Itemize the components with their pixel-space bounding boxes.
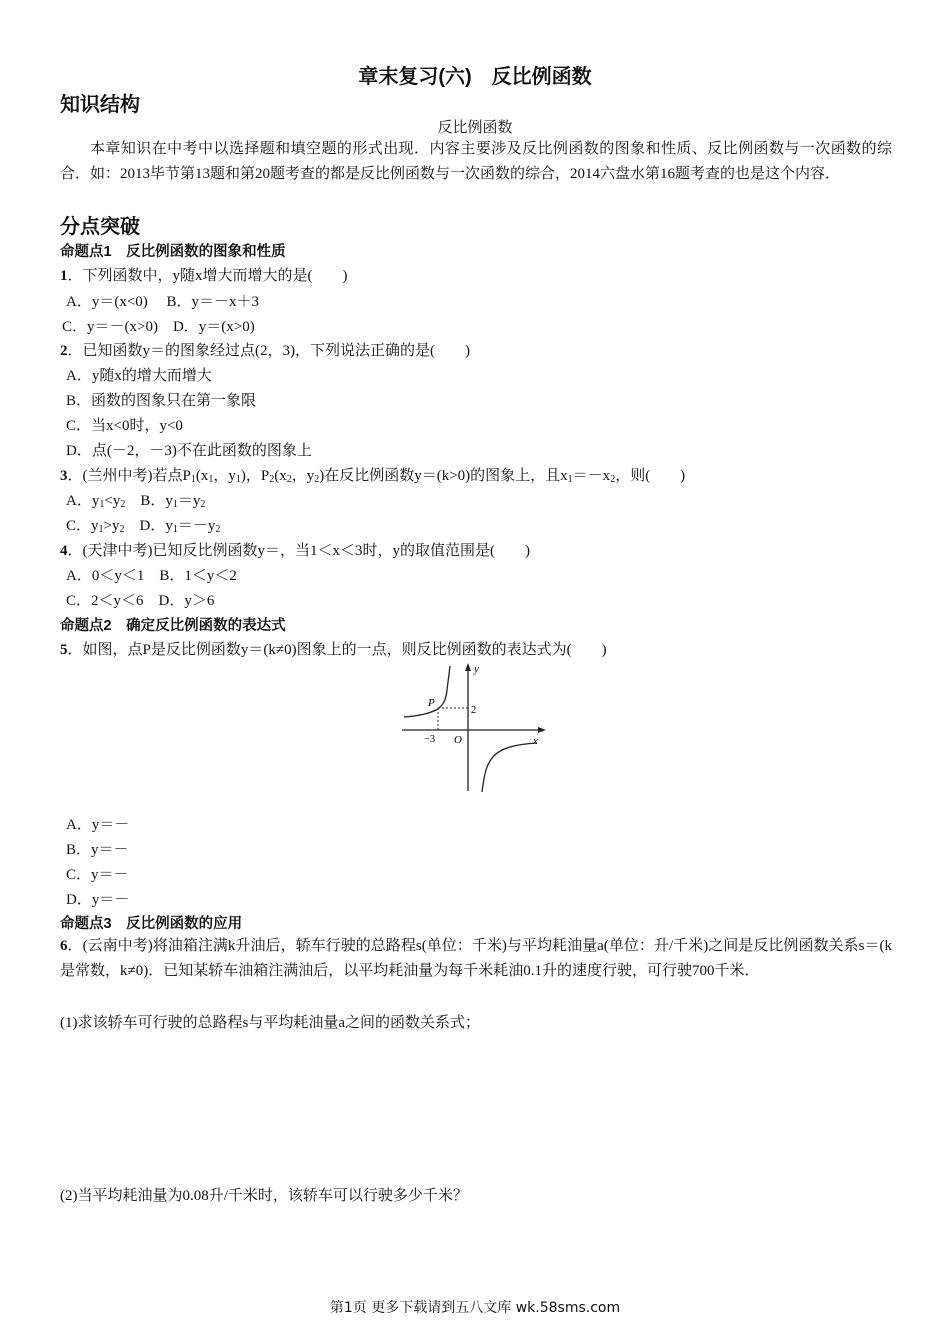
question-number: 6 — [60, 938, 68, 954]
subscript: 1 — [190, 474, 196, 485]
subscript: 1 — [208, 474, 214, 485]
q3-option-c: C．y — [66, 518, 99, 534]
y-axis-arrow-icon — [465, 663, 471, 671]
q5-option-d: D．y＝－ — [66, 892, 130, 908]
structure-label: 反比例函数 — [437, 120, 513, 136]
x-axis-arrow-icon — [538, 727, 546, 733]
q3-stem-part: ，y — [291, 468, 315, 484]
q3-stem-part: )在反比例函数y＝(k>0)的图象上，且x — [319, 468, 568, 484]
q3-options-row2 — [66, 514, 220, 535]
q5-option-a: A．y＝－ — [66, 817, 130, 833]
point-p-label: P — [428, 697, 435, 709]
topic-heading-2: 命题点2 确定反比例函数的表达式 — [60, 618, 286, 634]
question-5 — [60, 638, 607, 659]
x-axis-label: x — [533, 735, 538, 747]
question-stem: ．已知函数y＝的图象经过点(2，3)，下列说法正确的是( ) — [67, 343, 470, 359]
hyperbola-branch-q4 — [482, 743, 536, 792]
q1-options-row1: A．y＝(x<0) B．y＝－x＋3 — [66, 294, 260, 310]
q3-option-d: D．y — [124, 518, 173, 534]
question-6 — [60, 934, 892, 984]
q4-options-row2: C．2＜y＜6 D．y＞6 — [66, 593, 215, 609]
question-number: 5 — [60, 642, 68, 658]
q3-option-d-rest: ＝－y — [177, 518, 216, 534]
subscript: 2 — [120, 499, 126, 510]
q3-options-row1 — [66, 489, 205, 510]
subscript: 1 — [172, 499, 178, 510]
q3-stem-part: (x — [274, 468, 287, 484]
hyperbola-branch-q2 — [404, 666, 450, 717]
page-footer: 第1页 更多下载请到五八文库 wk.58sms.com — [329, 1300, 621, 1316]
question-number: 1 — [60, 268, 68, 284]
question-stem: ．(天津中考)已知反比例函数y＝，当1＜x＜3时，y的取值范围是( ) — [67, 543, 530, 559]
q6-part-1: (1)求该轿车可行驶的总路程s与平均耗油量a之间的函数关系式； — [60, 1015, 480, 1031]
q3-stem-part: ＝－x — [572, 468, 611, 484]
q2-option-d: D．点(－2，－3)不在此函数的图象上 — [66, 443, 312, 459]
q3-option-b-rest: ＝y — [177, 493, 201, 509]
subscript: 2 — [119, 524, 125, 535]
question-stem: ．下列函数中，y随x增大而增大的是( ) — [67, 268, 348, 284]
subscript: 1 — [172, 524, 178, 535]
y-axis-label: y — [474, 663, 479, 675]
question-stem: ．如图，点P是反比例函数y＝(k≠0)图象上的一点，则反比例函数的表达式为( ) — [67, 642, 607, 658]
q3-stem-part: ，y — [213, 468, 236, 484]
q3-option-a: A．y — [66, 493, 100, 509]
q3-stem-part: ，则( ) — [615, 468, 686, 484]
question-1 — [60, 264, 348, 285]
section-heading-breakthrough: 分点突破 — [60, 216, 140, 238]
q5-option-b: B．y＝－ — [66, 842, 129, 858]
tick-label-neg3: −3 — [424, 734, 436, 745]
question-stem: ．(云南中考)将油箱注满k升油后，轿车行驶的总路程s(单位：千米)与平均耗油量a(单位：升/千米)之间是反比例函数关系s＝(k是常数，k≠0)．已知某轿车油箱注满油后，以平均耗油量为每千米耗油0.1升的速度行驶，可行驶700千米． — [60, 938, 892, 979]
q5-option-c: C．y＝－ — [66, 867, 129, 883]
subscript: 2 — [286, 474, 292, 485]
subscript: 2 — [610, 474, 616, 485]
tick-label-2: 2 — [471, 705, 477, 716]
subscript: 1 — [98, 524, 104, 535]
hyperbola-graph — [398, 660, 550, 794]
topic-heading-3: 命题点3 反比例函数的应用 — [60, 916, 243, 932]
question-4 — [60, 539, 530, 560]
q3-stem-part: )，P — [240, 468, 270, 484]
q2-option-b: B．函数的图象只在第一象限 — [66, 393, 257, 409]
subscript: 2 — [269, 474, 275, 485]
section-heading-knowledge-structure: 知识结构 — [60, 94, 140, 116]
q6-part-2: (2)当平均耗油量为0.08升/千米时，该轿车可以行驶多少千米？ — [60, 1188, 468, 1204]
intro-paragraph: 本章知识在中考中以选择题和填空题的形式出现．内容主要涉及反比例函数的图象和性质、反比例函数与一次函数的综合．如：2013毕节第13题和第20题考查的都是反比例函数与一次函数的综合，2014六盘水第16题考查的也是这个内容． — [60, 141, 892, 182]
question-number: 2 — [60, 343, 68, 359]
page-title: 章末复习(六) 反比例函数 — [358, 66, 592, 88]
topic-heading-1: 命题点1 反比例函数的图象和性质 — [60, 244, 286, 260]
q2-option-c: C．当x<0时，y<0 — [66, 418, 183, 434]
q3-option-a-rest: <y — [104, 493, 121, 509]
question-3 — [60, 464, 685, 485]
q3-stem-part: ．(兰州中考)若点P — [67, 468, 191, 484]
q3-option-b: B．y — [125, 493, 173, 509]
subscript: 2 — [314, 474, 320, 485]
q3-stem-part: (x — [195, 468, 209, 484]
subscript: 1 — [235, 474, 241, 485]
question-number: 3 — [60, 468, 68, 484]
question-2 — [60, 339, 470, 360]
subscript: 2 — [200, 499, 206, 510]
q2-option-a: A．y随x的增大而增大 — [66, 368, 212, 384]
subscript: 2 — [215, 524, 221, 535]
q1-options-row2: C．y＝－(x>0) D．y＝(x>0) — [62, 319, 255, 335]
q4-options-row1: A．0＜y＜1 B．1＜y＜2 — [66, 568, 237, 584]
question-number: 4 — [60, 543, 68, 559]
origin-label: O — [454, 734, 462, 746]
q3-option-c-rest: >y — [103, 518, 120, 534]
subscript: 1 — [567, 474, 573, 485]
subscript: 1 — [99, 499, 105, 510]
